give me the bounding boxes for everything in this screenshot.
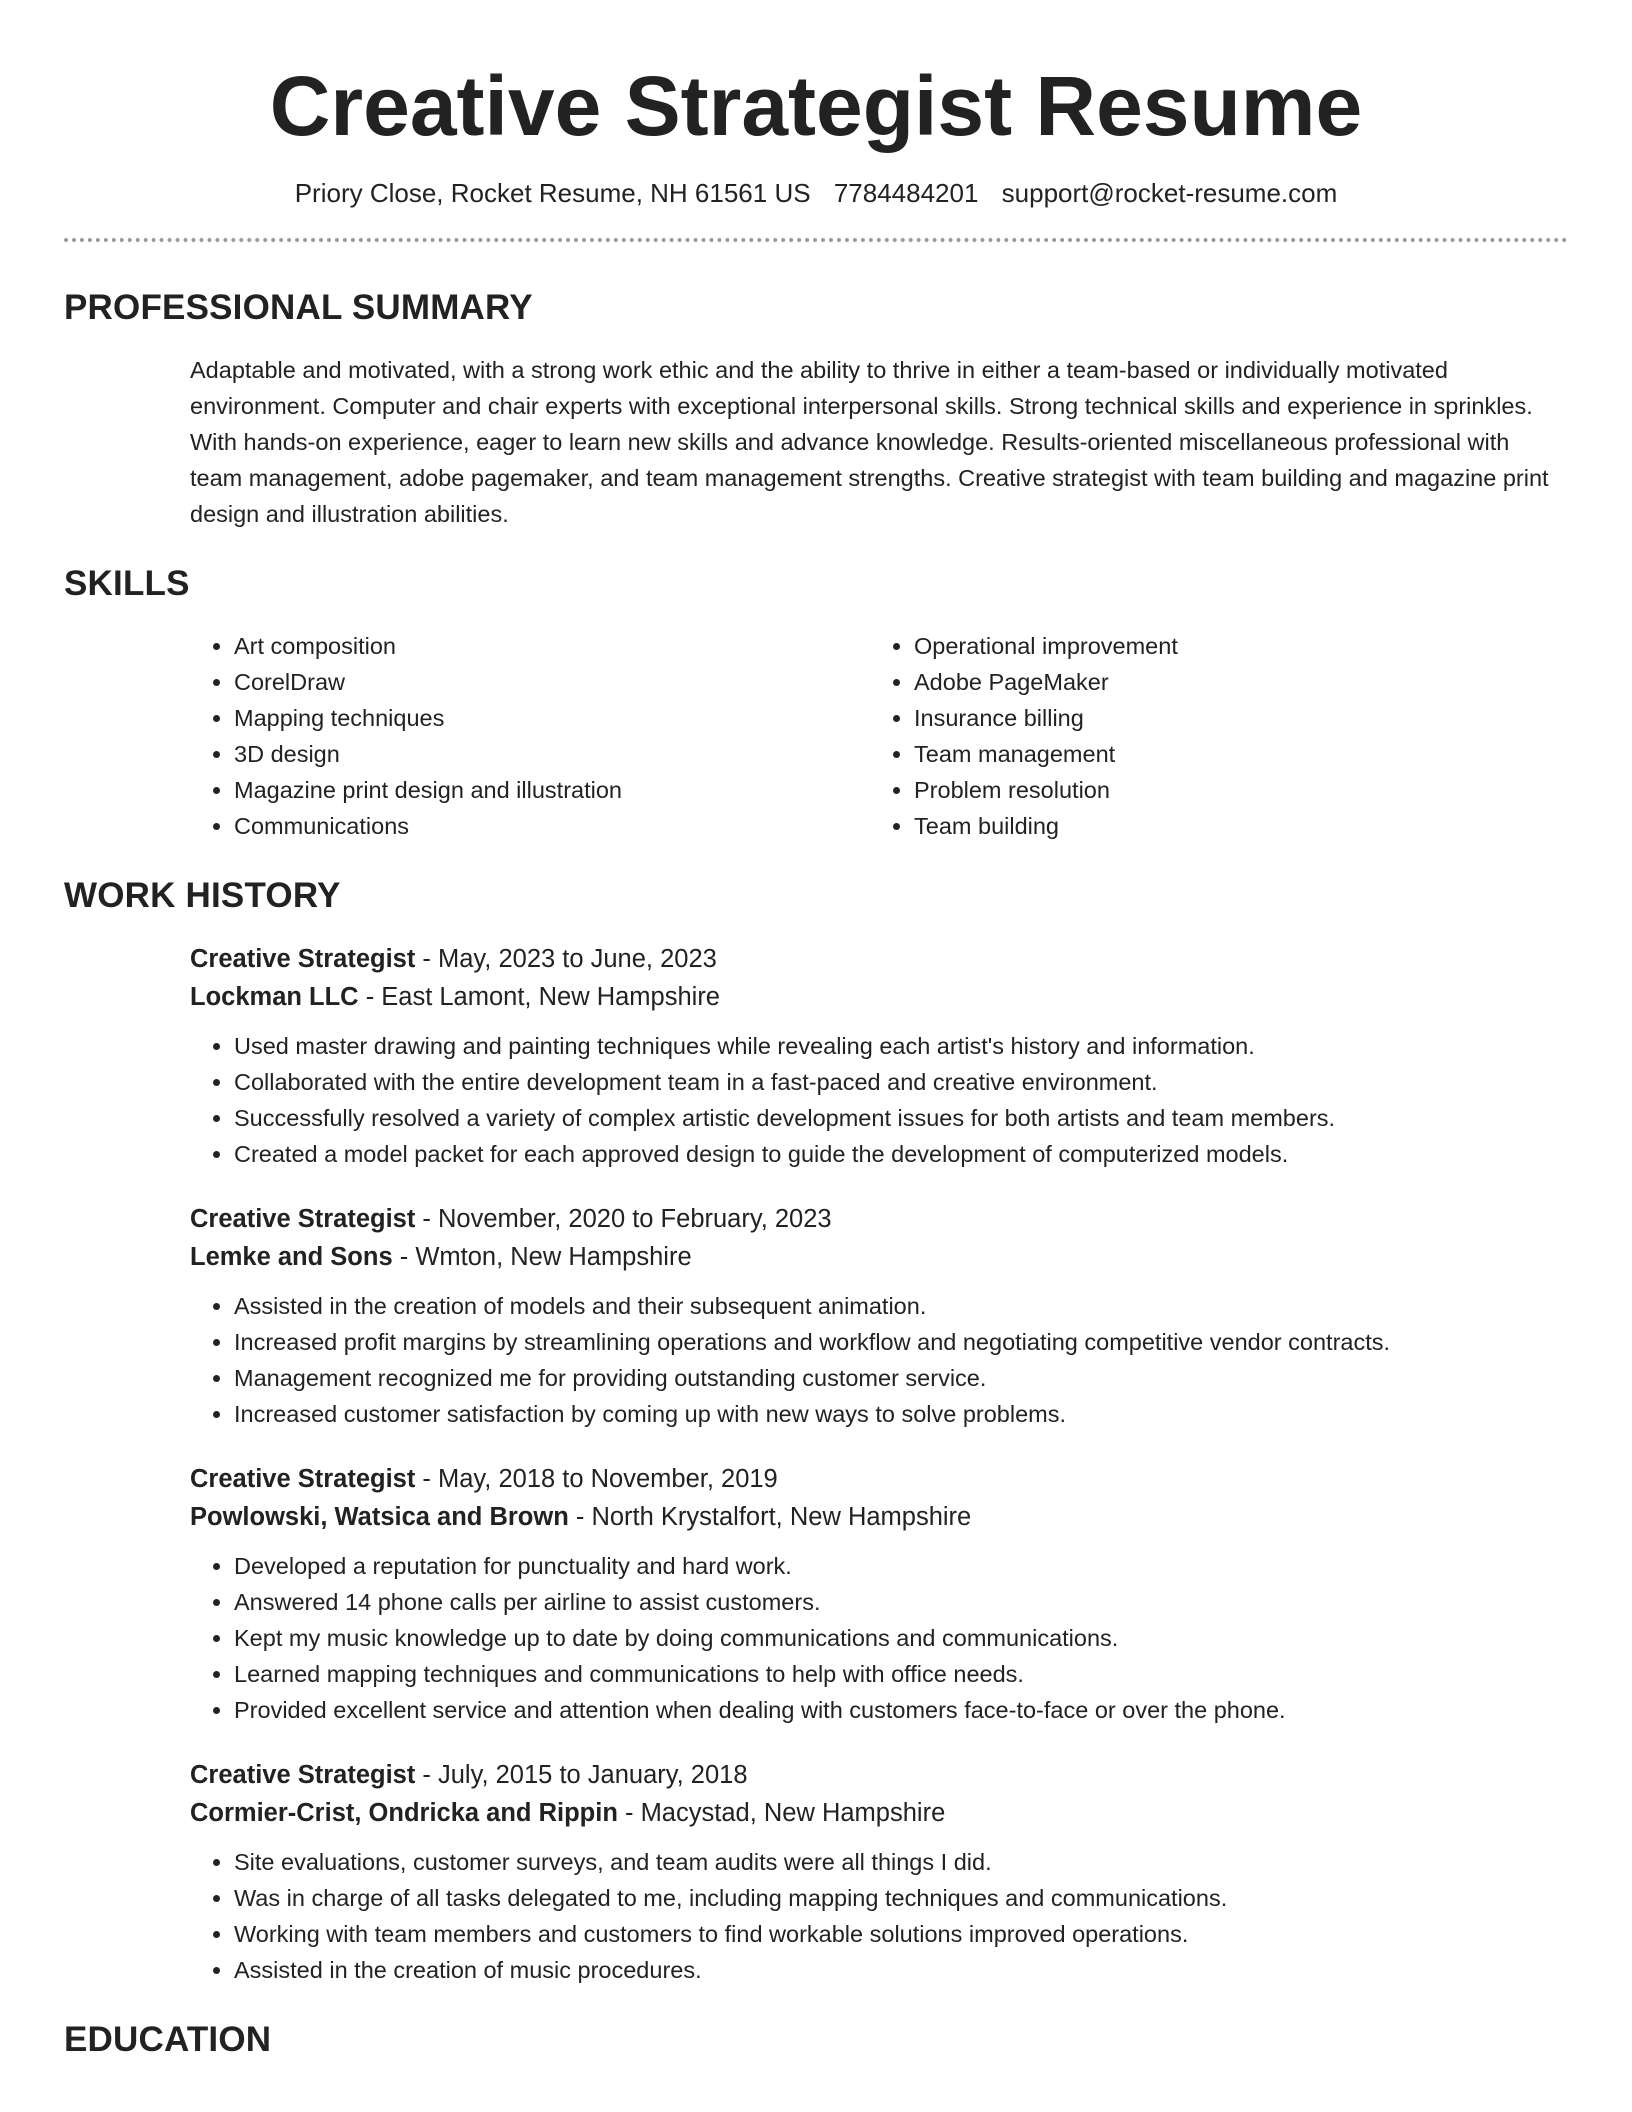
job-bullets	[190, 1028, 1568, 1172]
skill-item: • Insurance billing	[914, 700, 1550, 736]
job-company: Lemke and Sons	[190, 1243, 393, 1271]
skill-item: • Mapping techniques	[234, 700, 870, 736]
section-title-skills: SKILLS	[64, 564, 190, 603]
job-title-line	[190, 1200, 1568, 1238]
job-dates: - July, 2015 to January, 2018	[415, 1761, 748, 1789]
job-dates: - May, 2018 to November, 2019	[415, 1465, 778, 1493]
job-bullet: • Working with team members and customers to find workable solutions improved operations.	[234, 1916, 1568, 1952]
skill-item: • Team management	[914, 736, 1550, 772]
job-bullet: • Kept my music knowledge up to date by doing communications and communications.	[234, 1620, 1568, 1656]
skill-item: • CorelDraw	[234, 664, 870, 700]
job-bullet: • Assisted in the creation of music procedures.	[234, 1952, 1568, 1988]
job-company-line	[190, 1794, 1568, 1832]
job-bullets	[190, 1548, 1568, 1728]
job-entry	[190, 940, 1568, 1172]
job-entry	[190, 1200, 1568, 1432]
job-bullet: • Collaborated with the entire development team in a fast-paced and creative environment.	[234, 1064, 1568, 1100]
job-entry	[190, 1460, 1568, 1728]
job-bullet: • Assisted in the creation of models and their subsequent animation.	[234, 1288, 1568, 1324]
skill-item: • Communications	[234, 808, 870, 844]
job-bullet: • Used master drawing and painting techniques while revealing each artist's history and information.	[234, 1028, 1568, 1064]
section-title-work-history: WORK HISTORY	[64, 876, 341, 915]
job-bullet: • Created a model packet for each approved design to guide the development of computerized models.	[234, 1136, 1568, 1172]
contact-line	[64, 176, 1568, 210]
job-title: Creative Strategist	[190, 1465, 416, 1493]
job-dates: - November, 2020 to February, 2023	[415, 1205, 832, 1233]
job-title-line	[190, 1460, 1568, 1498]
job-bullets	[190, 1288, 1568, 1432]
contact-phone: 7784484201	[833, 178, 979, 208]
section-title-summary: PROFESSIONAL SUMMARY	[64, 288, 533, 327]
job-location: - Macystad, New Hampshire	[617, 1799, 946, 1827]
page-title: Creative Strategist Resume	[269, 59, 1363, 153]
job-company: Cormier-Crist, Ondricka and Rippin	[190, 1799, 618, 1827]
skill-item: • Problem resolution	[914, 772, 1550, 808]
job-bullet: • Management recognized me for providing outstanding customer service.	[234, 1360, 1568, 1396]
job-company-line	[190, 1498, 1568, 1536]
skill-item: • Art composition	[234, 628, 870, 664]
job-company: Lockman LLC	[190, 983, 359, 1011]
job-location: - North Krystalfort, New Hampshire	[568, 1503, 972, 1531]
job-bullet: • Increased profit margins by streamlining operations and workflow and negotiating competitive vendor contracts.	[234, 1324, 1568, 1360]
job-entry	[190, 1756, 1568, 1988]
header-divider	[64, 238, 1568, 242]
job-location: - Wmton, New Hampshire	[392, 1243, 692, 1271]
job-bullet: • Was in charge of all tasks delegated to me, including mapping techniques and communications.	[234, 1880, 1568, 1916]
skills-column-right	[870, 628, 1550, 844]
job-title: Creative Strategist	[190, 945, 416, 973]
job-bullet: • Site evaluations, customer surveys, and team audits were all things I did.	[234, 1844, 1568, 1880]
contact-address: Priory Close, Rocket Resume, NH 61561 US	[294, 178, 811, 208]
skill-item: • Adobe PageMaker	[914, 664, 1550, 700]
section-title-education: EDUCATION	[64, 2020, 272, 2059]
job-bullet: • Provided excellent service and attention when dealing with customers face-to-face or over the phone.	[234, 1692, 1568, 1728]
job-company-line	[190, 1238, 1568, 1276]
job-bullet: • Successfully resolved a variety of complex artistic development issues for both artists and team members.	[234, 1100, 1568, 1136]
skill-item: • Operational improvement	[914, 628, 1550, 664]
job-title: Creative Strategist	[190, 1761, 416, 1789]
skills-column-left	[190, 628, 870, 844]
skill-item: • 3D design	[234, 736, 870, 772]
skills-list	[190, 628, 1568, 844]
job-bullet: • Increased customer satisfaction by coming up with new ways to solve problems.	[234, 1396, 1568, 1432]
job-bullet: • Answered 14 phone calls per airline to assist customers.	[234, 1584, 1568, 1620]
summary-text: Adaptable and motivated, with a strong work ethic and the ability to thrive in either a team-based or individually motivated environment. Computer and chair experts with exceptional interpersonal skills. Strong technical skills and experience in sprinkles. With hands-on experience, eager to learn new skills and advance knowledge. Results-oriented miscellaneous professional with team management, adobe pagemaker, and team management strengths. Creative strategist with team building and magazine print design and illustration abilities.	[190, 357, 1549, 527]
job-bullets	[190, 1844, 1568, 1988]
job-company: Powlowski, Watsica and Brown	[190, 1503, 569, 1531]
skill-item: • Team building	[914, 808, 1550, 844]
job-bullet: • Learned mapping techniques and communications to help with office needs.	[234, 1656, 1568, 1692]
skill-item: • Magazine print design and illustration	[234, 772, 870, 808]
job-company-line	[190, 978, 1568, 1016]
job-title: Creative Strategist	[190, 1205, 416, 1233]
job-location: - East Lamont, New Hampshire	[358, 983, 720, 1011]
job-bullet: • Developed a reputation for punctuality and hard work.	[234, 1548, 1568, 1584]
job-dates: - May, 2023 to June, 2023	[415, 945, 717, 973]
job-title-line	[190, 1756, 1568, 1794]
job-title-line	[190, 940, 1568, 978]
contact-email: support@rocket-resume.com	[1001, 178, 1338, 208]
